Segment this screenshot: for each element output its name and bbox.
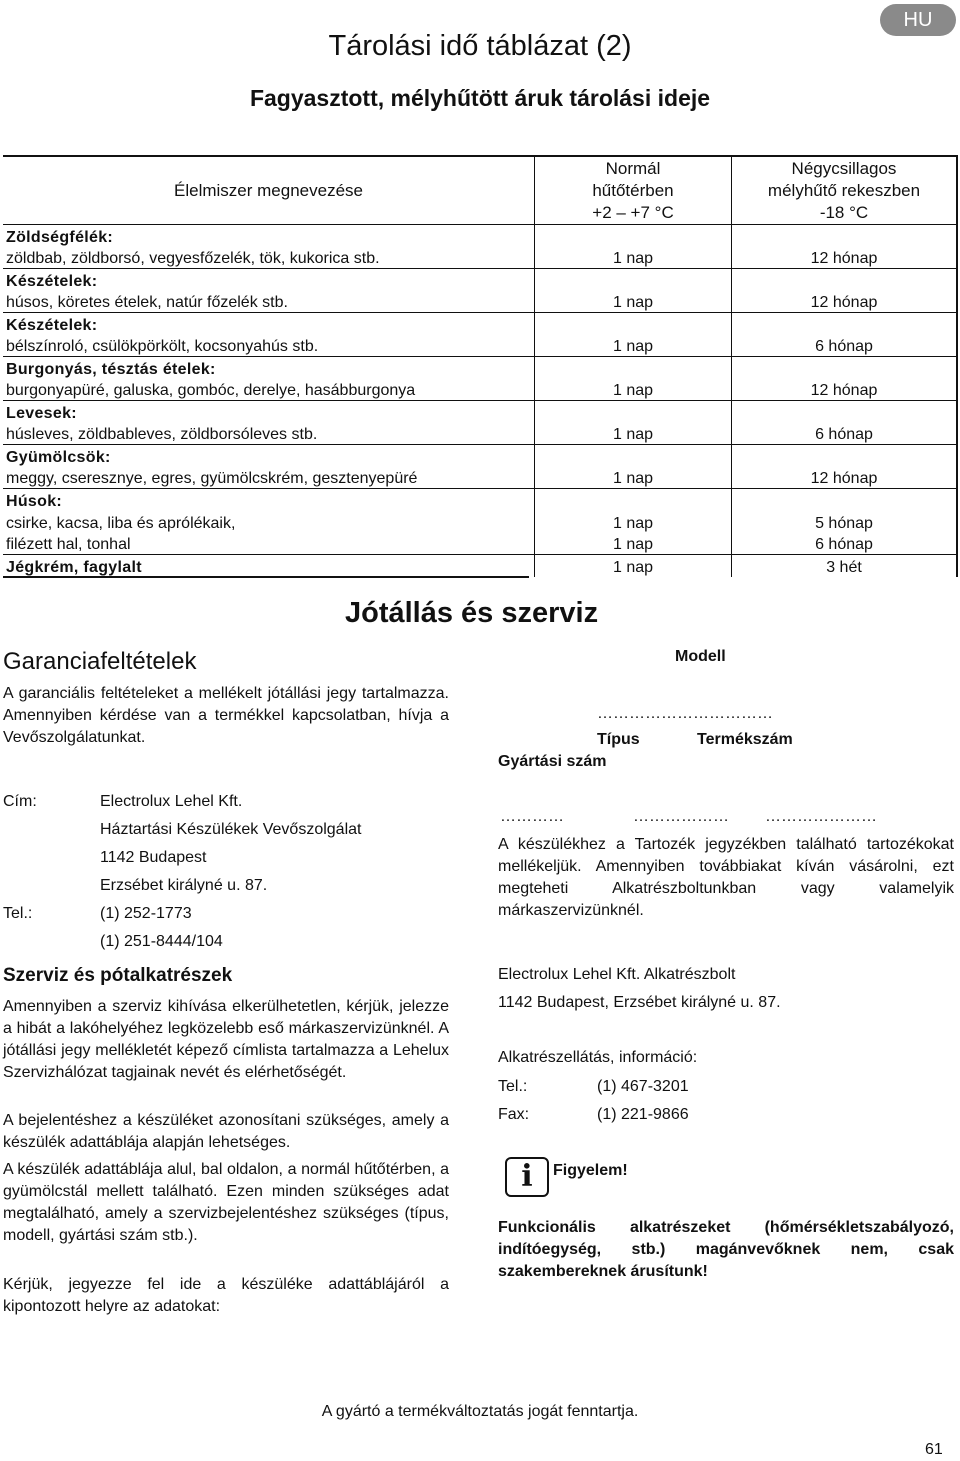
header-normal — [535, 156, 732, 225]
category-label: Burgonyás, tésztás ételek: — [3, 357, 535, 379]
warranty-text: A garanciális feltételeket a mellékelt jótállási jegy tartalmazza. Amennyiben kérdése van a termékkel kapcsolatban, hívja a Vevőszolgálatunkat. — [3, 685, 449, 746]
parts-info-label: Alkatrészellátás, információ: — [498, 1049, 698, 1066]
product-number-label: Termékszám — [697, 731, 793, 748]
table-row — [3, 555, 957, 577]
footer-note: A gyártó a termékváltoztatás jogát fenntartja. — [321, 1403, 639, 1420]
table-row — [3, 269, 957, 291]
table-row — [3, 445, 957, 467]
storage-table — [3, 155, 958, 577]
address-line: 1142 Budapest — [100, 849, 207, 866]
category-label: Készételek: — [3, 269, 535, 291]
shop-tel-label: Tel.: — [498, 1078, 528, 1095]
normal-time: 1 nap — [535, 335, 732, 357]
serial-number-label: Gyártási szám — [498, 753, 607, 770]
table-row — [3, 379, 957, 401]
model-dots: …………………………… — [597, 705, 773, 722]
page-number: 61 — [925, 1441, 943, 1458]
model-label: Modell — [675, 648, 726, 665]
header-normal-line: Normál — [605, 158, 661, 178]
page-title: Tárolási idő táblázat (2) — [328, 30, 632, 62]
category-label: Készételek: — [3, 313, 535, 335]
category-label: Zöldségfélék: — [3, 225, 535, 247]
address-line: Erzsébet királyné u. 87. — [100, 877, 268, 894]
table-row — [3, 313, 957, 335]
table-row — [3, 247, 957, 269]
service-heading: Szerviz és pótalkatrészek — [3, 965, 233, 986]
food-name: meggy, cseresznye, egres, gyümölcskrém, gesztenyepüré — [6, 470, 418, 487]
service-paragraph: A bejelentéshez a készüléket azonosítani szükséges, amely a készülék adattáblája alapján lehetséges. — [3, 1112, 449, 1151]
service-paragraph: A készülék adattáblája alul, bal oldalon, a normál hűtőtérben, a gyümölcstál mellett található. Ezen minden szükséges adat megtalálható, amely a szervizbejelentéshez szükséges (típus, modell, gyártási szám stb.). — [3, 1161, 449, 1244]
table-row — [3, 423, 957, 445]
food-name: zöldbab, zöldborsó, vegyesfőzelék, tök, kukorica stb. — [6, 250, 380, 267]
table-row — [3, 357, 957, 379]
language-badge: HU — [880, 4, 956, 36]
freezer-time: 6 hónap — [732, 533, 958, 555]
serial-dots: ………………… — [765, 808, 877, 825]
warranty-section-title: Jótállás és szerviz — [345, 597, 599, 629]
warranty-heading: Garanciafeltételek — [3, 648, 197, 675]
category-label: Jégkrém, fagylalt — [3, 555, 535, 577]
tel-number: (1) 252-1773 — [100, 905, 192, 922]
header-freezer-line: Négycsillagos — [791, 158, 897, 178]
normal-time: 1 nap — [535, 247, 732, 269]
category-label: Húsok: — [3, 489, 535, 511]
normal-time: 1 nap — [535, 511, 732, 533]
shop-address: 1142 Budapest, Erzsébet királyné u. 87. — [498, 994, 781, 1011]
table-header-row — [3, 156, 957, 225]
table-row — [3, 225, 957, 247]
info-icon: i — [505, 1157, 549, 1197]
table-bottom-rule — [3, 576, 529, 578]
category-label: Levesek: — [3, 401, 535, 423]
food-name: filézett hal, tonhal — [6, 536, 131, 553]
product-dots: ……………… — [633, 808, 729, 825]
table-row — [3, 533, 957, 555]
table-row — [3, 467, 957, 489]
freezer-time: 12 hónap — [732, 291, 958, 313]
type-dots: ………… — [500, 808, 564, 825]
header-normal-line: +2 – +7 °C — [592, 202, 674, 222]
warning-text: Funkcionális alkatrészeket (hőmérsékletszabályozó, indítóegység, stb.) magánvevőknek nem, csak szakembereknek árusítunk! — [498, 1219, 954, 1280]
freezer-time: 12 hónap — [732, 467, 958, 489]
freezer-time: 12 hónap — [732, 379, 958, 401]
service-paragraph: Amennyiben a szerviz kihívása elkerülhetetlen, kérjük, jelezze a hibát a lakóhelyéhez legközelebb eső márkaszervizünknél. A jótállási jegy mellékletét képező címlista tartalmazza a Lehelux Szervizhálózat tagjainak nevét és elérhetőségét. — [3, 998, 449, 1081]
shop-fax: (1) 221-9866 — [597, 1106, 689, 1123]
freezer-time: 5 hónap — [732, 511, 958, 533]
table-row — [3, 335, 957, 357]
food-name: burgonyapüré, galuska, gombóc, derelye, hasábburgonya — [6, 382, 416, 399]
shop-name: Electrolux Lehel Kft. Alkatrészbolt — [498, 966, 736, 983]
normal-time: 1 nap — [535, 533, 732, 555]
table-row — [3, 489, 957, 511]
shop-fax-label: Fax: — [498, 1106, 530, 1123]
accessory-text: A készülékhez a Tartozék jegyzékben található tartozékokat mellékeljük. Amennyiben továbbiakat kíván vásárolni, ezt megteheti Alkatrészboltunkban vagy valamelyik márkaszervizünknél. — [498, 836, 954, 919]
food-name: bélszínroló, csülökpörkölt, kocsonyahús stb. — [6, 338, 319, 355]
header-normal-line: hűtőtérben — [592, 180, 674, 200]
freezer-time: 6 hónap — [732, 335, 958, 357]
food-name: húsleves, zöldbableves, zöldborsóleves stb. — [6, 426, 318, 443]
table-row — [3, 401, 957, 423]
header-freezer-line: mélyhűtő rekeszben — [767, 180, 921, 200]
freezer-time: 12 hónap — [732, 247, 958, 269]
normal-time: 1 nap — [535, 467, 732, 489]
table-row — [3, 511, 957, 533]
normal-time: 1 nap — [535, 555, 732, 577]
normal-time: 1 nap — [535, 379, 732, 401]
address-line: Háztartási Készülékek Vevőszolgálat — [100, 821, 362, 838]
freezer-time: 6 hónap — [732, 423, 958, 445]
service-paragraph: Kérjük, jegyezze fel ide a készüléke adattáblájáról a kipontozott helyre az adatokat: — [3, 1276, 449, 1315]
tel-label: Tel.: — [3, 905, 33, 922]
normal-time: 1 nap — [535, 291, 732, 313]
category-label: Gyümölcsök: — [3, 445, 535, 467]
header-freezer — [732, 156, 958, 225]
page-subtitle: Fagyasztott, mélyhűtött áruk tárolási ideje — [249, 85, 711, 111]
attention-label: Figyelem! — [553, 1162, 628, 1179]
address-label: Cím: — [3, 793, 37, 810]
address-line: Electrolux Lehel Kft. — [100, 793, 243, 810]
food-name: húsos, köretes ételek, natúr főzelék stb. — [6, 294, 288, 311]
header-freezer-line: -18 °C — [819, 202, 869, 222]
freezer-time: 3 hét — [732, 555, 958, 577]
type-label: Típus — [597, 731, 640, 748]
tel-number: (1) 251-8444/104 — [100, 933, 223, 950]
food-name: csirke, kacsa, liba és aprólékaik, — [6, 514, 236, 532]
table-row — [3, 291, 957, 313]
shop-tel: (1) 467-3201 — [597, 1078, 689, 1095]
normal-time: 1 nap — [535, 423, 732, 445]
header-food: Élelmiszer megnevezése — [174, 180, 363, 200]
